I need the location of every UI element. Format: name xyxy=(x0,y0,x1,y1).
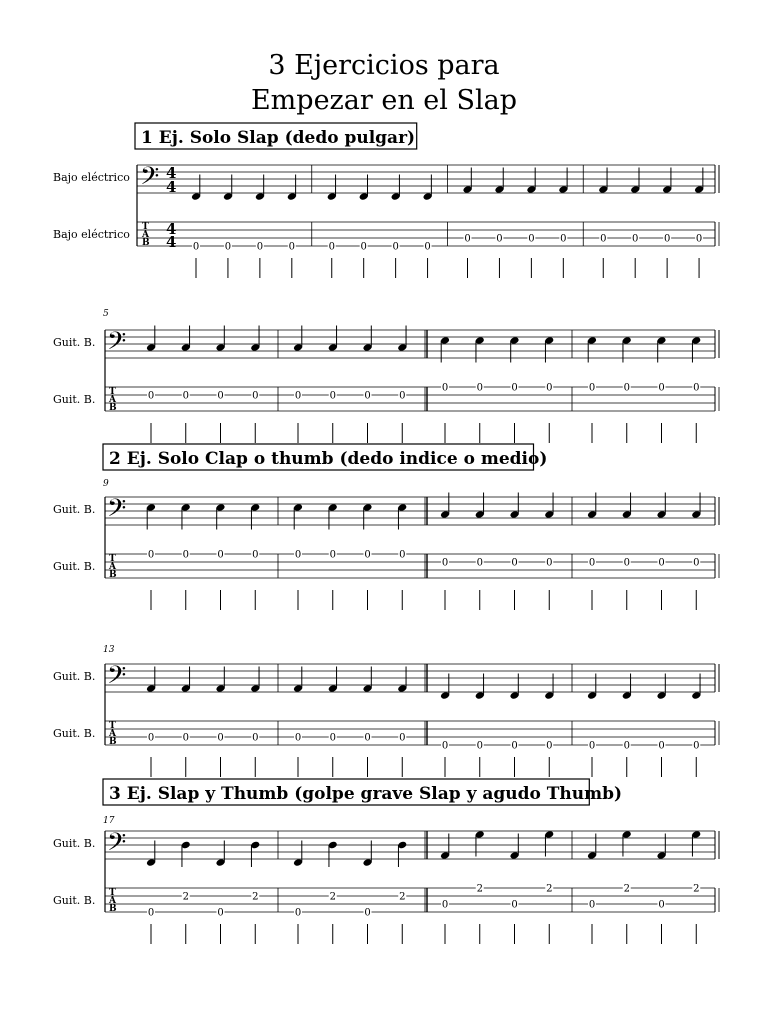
fret-number: 0 xyxy=(588,382,596,394)
fret-number: 0 xyxy=(658,740,665,752)
fret-number: 0 xyxy=(329,732,336,744)
fret-number: 0 xyxy=(623,382,630,394)
tab-clef-letter: A xyxy=(109,562,116,572)
tab-time-signature-numerator: 4 xyxy=(166,220,177,238)
system-2 xyxy=(53,309,719,443)
fret-number: 0 xyxy=(294,390,302,402)
measure-number: 17 xyxy=(103,816,115,826)
fret-number: 0 xyxy=(147,390,155,402)
fret-number: 0 xyxy=(560,233,567,245)
fret-number: 0 xyxy=(182,549,189,561)
system-3 xyxy=(53,444,719,610)
fret-number: 0 xyxy=(658,899,665,911)
time-signature-denominator: 4 xyxy=(166,178,177,196)
fret-number: 0 xyxy=(329,390,336,402)
fret-number: 0 xyxy=(441,557,449,569)
fret-number: 0 xyxy=(364,390,371,402)
system-4 xyxy=(53,645,719,777)
system-1 xyxy=(53,123,719,278)
fret-number: 2 xyxy=(623,883,630,895)
fret-number: 0 xyxy=(147,907,155,919)
tab-clef-letter: A xyxy=(109,395,116,405)
bass-clef-icon: 𝄢 xyxy=(107,494,127,529)
fret-number: 0 xyxy=(294,907,302,919)
fret-number: 0 xyxy=(693,557,700,569)
fret-number: 0 xyxy=(364,549,371,561)
tab-clef-letter: A xyxy=(142,230,149,240)
tab-clef-letter: T xyxy=(109,554,116,564)
tab-clef-letter: T xyxy=(109,888,116,898)
fret-number: 0 xyxy=(476,557,483,569)
tab-clef-letter: B xyxy=(109,570,117,580)
fret-number: 0 xyxy=(192,241,200,253)
bass-clef-icon: 𝄢 xyxy=(107,828,127,863)
fret-number: 0 xyxy=(546,740,553,752)
fret-number: 0 xyxy=(424,241,431,253)
tab-clef-letter: B xyxy=(109,403,117,413)
fret-number: 2 xyxy=(399,891,406,903)
fret-number: 0 xyxy=(693,382,700,394)
measure-number: 13 xyxy=(103,645,115,655)
tab-label: Guit. B. xyxy=(53,560,96,573)
fret-number: 0 xyxy=(588,899,596,911)
tab-clef-letter: B xyxy=(142,238,150,248)
fret-number: 0 xyxy=(217,907,224,919)
fret-number: 0 xyxy=(588,557,596,569)
bass-clef-icon: 𝄢 xyxy=(107,661,127,696)
fret-number: 0 xyxy=(511,382,518,394)
fret-number: 0 xyxy=(546,382,553,394)
bass-clef-icon: 𝄢 xyxy=(107,327,127,362)
section-heading: 1 Ej. Solo Slap (dedo pulgar) xyxy=(141,128,416,148)
section-heading: 2 Ej. Solo Clap o thumb (dedo indice o medio) xyxy=(109,449,548,469)
fret-number: 0 xyxy=(252,732,259,744)
fret-number: 0 xyxy=(476,740,483,752)
measure-number: 5 xyxy=(103,309,109,319)
fret-number: 0 xyxy=(147,732,155,744)
title-line-1: 3 Ejercicios para xyxy=(268,50,500,81)
fret-number: 0 xyxy=(328,241,335,253)
fret-number: 0 xyxy=(441,899,449,911)
fret-number: 0 xyxy=(217,549,224,561)
fret-number: 0 xyxy=(252,549,259,561)
fret-number: 0 xyxy=(399,390,406,402)
tab-label: Guit. B. xyxy=(53,393,96,406)
fret-number: 0 xyxy=(663,233,671,245)
fret-number: 0 xyxy=(600,233,607,245)
fret-number: 2 xyxy=(252,891,259,903)
fret-number: 0 xyxy=(695,233,703,245)
fret-number: 0 xyxy=(364,732,371,744)
fret-number: 0 xyxy=(441,382,449,394)
bass-clef-icon: 𝄢 xyxy=(140,162,160,197)
fret-number: 0 xyxy=(623,740,630,752)
staff-label: Guit. B. xyxy=(53,670,96,683)
fret-number: 0 xyxy=(511,899,518,911)
section-heading: 3 Ej. Slap y Thumb (golpe grave Slap y agudo Thumb) xyxy=(109,784,623,804)
fret-number: 0 xyxy=(511,557,518,569)
fret-number: 0 xyxy=(252,390,259,402)
tab-time-signature-denominator: 4 xyxy=(166,233,177,251)
fret-number: 2 xyxy=(329,891,336,903)
fret-number: 0 xyxy=(528,233,535,245)
fret-number: 0 xyxy=(511,740,518,752)
fret-number: 2 xyxy=(476,883,483,895)
fret-number: 2 xyxy=(182,891,189,903)
tab-clef-letter: A xyxy=(109,729,116,739)
fret-number: 0 xyxy=(658,557,665,569)
fret-number: 0 xyxy=(588,740,596,752)
fret-number: 0 xyxy=(623,557,630,569)
fret-number: 0 xyxy=(360,241,367,253)
fret-number: 0 xyxy=(399,549,406,561)
fret-number: 0 xyxy=(147,549,155,561)
staff-label: Guit. B. xyxy=(53,336,96,349)
tab-clef-letter: A xyxy=(109,896,116,906)
tab-clef-letter: B xyxy=(109,904,117,914)
title-line-2: Empezar en el Slap xyxy=(250,85,518,116)
tab-clef-letter: T xyxy=(109,387,116,397)
fret-number: 0 xyxy=(217,390,224,402)
fret-number: 0 xyxy=(476,382,483,394)
tab-label: Bajo eléctrico xyxy=(53,228,130,241)
fret-number: 0 xyxy=(392,241,399,253)
fret-number: 0 xyxy=(496,233,503,245)
fret-number: 0 xyxy=(288,241,295,253)
fret-number: 0 xyxy=(294,732,302,744)
staff-label: Bajo eléctrico xyxy=(53,171,130,184)
tab-clef-letter: T xyxy=(109,721,116,731)
tab-clef-letter: T xyxy=(142,222,149,232)
fret-number: 2 xyxy=(546,883,553,895)
fret-number: 0 xyxy=(399,732,406,744)
fret-number: 0 xyxy=(182,390,189,402)
fret-number: 0 xyxy=(182,732,189,744)
tab-clef-letter: B xyxy=(109,737,117,747)
staff-label: Guit. B. xyxy=(53,503,96,516)
time-signature-numerator: 4 xyxy=(166,164,177,182)
system-5 xyxy=(53,779,719,944)
tab-label: Guit. B. xyxy=(53,727,96,740)
tab-label: Guit. B. xyxy=(53,894,96,907)
fret-number: 0 xyxy=(658,382,665,394)
fret-number: 0 xyxy=(693,740,700,752)
fret-number: 0 xyxy=(217,732,224,744)
staff-label: Guit. B. xyxy=(53,837,96,850)
fret-number: 0 xyxy=(329,549,336,561)
fret-number: 0 xyxy=(364,907,371,919)
fret-number: 2 xyxy=(693,883,700,895)
fret-number: 0 xyxy=(256,241,264,253)
fret-number: 0 xyxy=(441,740,449,752)
fret-number: 0 xyxy=(632,233,639,245)
fret-number: 0 xyxy=(464,233,471,245)
fret-number: 0 xyxy=(546,557,553,569)
fret-number: 0 xyxy=(294,549,302,561)
fret-number: 0 xyxy=(224,241,232,253)
measure-number: 9 xyxy=(103,479,109,489)
